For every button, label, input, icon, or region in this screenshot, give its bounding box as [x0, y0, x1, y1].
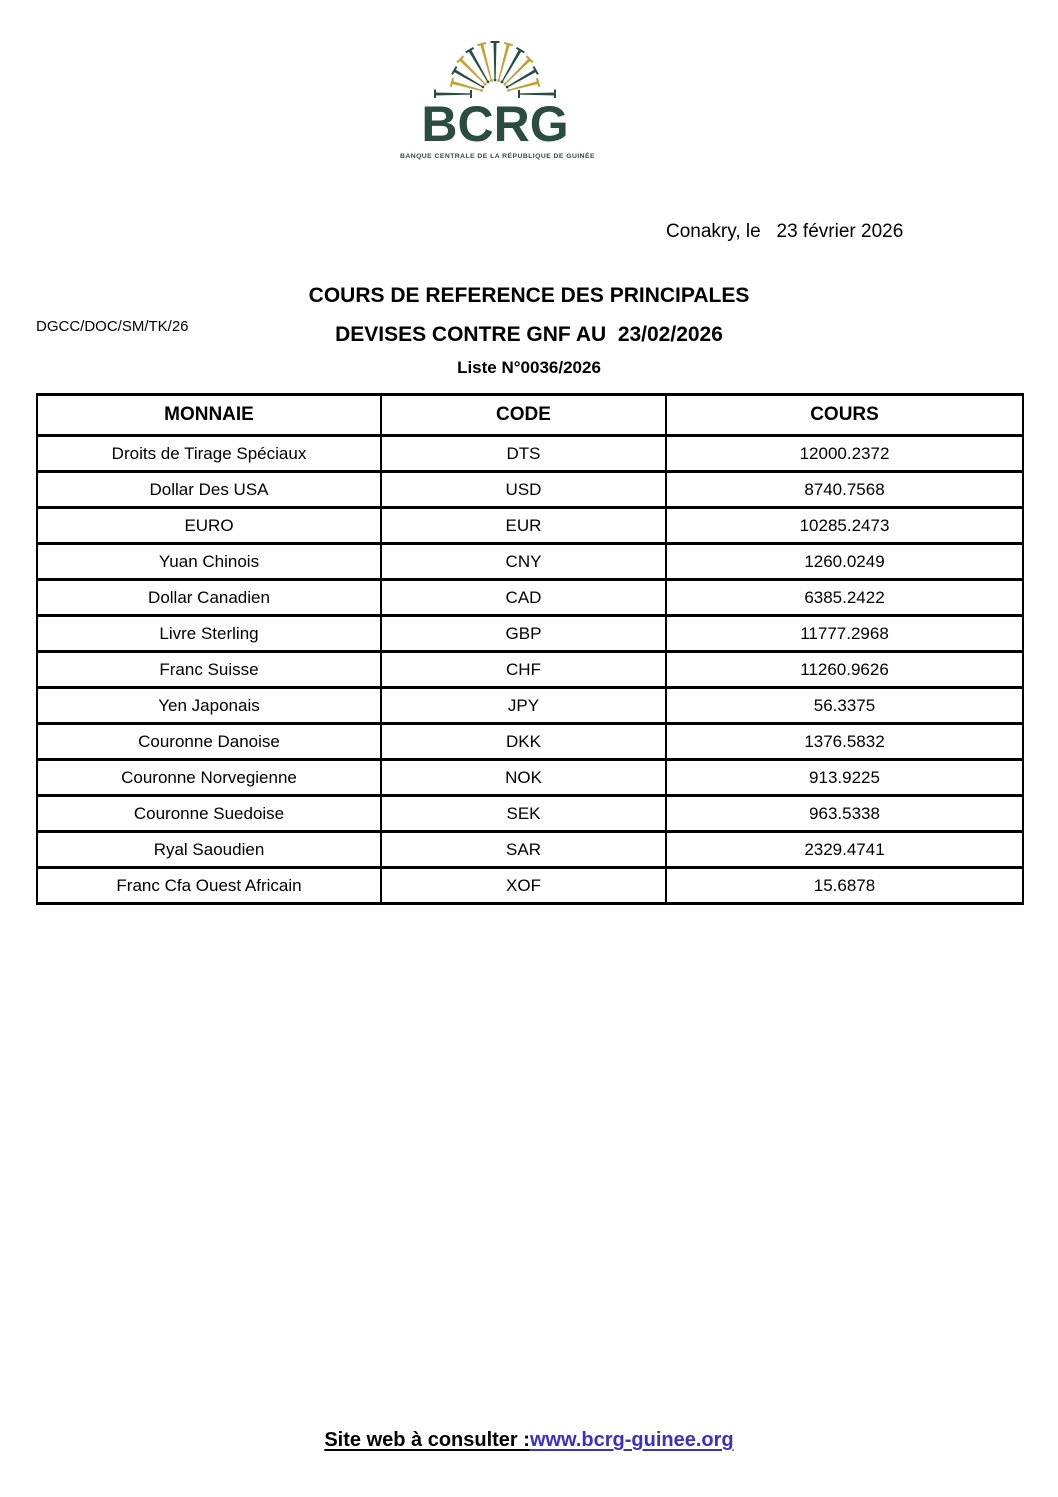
- table-row: [37, 616, 1023, 652]
- logo-tagline: BANQUE CENTRALE DE LA RÉPUBLIQUE DE GUINÉE: [400, 153, 596, 160]
- cell-cours: 1260.0249: [666, 544, 1023, 580]
- bcrg-logo: [400, 26, 596, 160]
- cell-monnaie: Ryal Saoudien: [37, 832, 381, 868]
- rates-table: [36, 393, 1024, 905]
- cell-code: USD: [381, 472, 666, 508]
- cell-monnaie: EURO: [37, 508, 381, 544]
- cell-monnaie: Franc Suisse: [37, 652, 381, 688]
- rates-tbody: [37, 436, 1023, 904]
- title-line-2: DEVISES CONTRE GNF AU 23/02/2026: [335, 323, 723, 346]
- cell-monnaie: Yuan Chinois: [37, 544, 381, 580]
- cell-monnaie: Couronne Norvegienne: [37, 760, 381, 796]
- cell-monnaie: Couronne Suedoise: [37, 796, 381, 832]
- cell-code: CNY: [381, 544, 666, 580]
- cell-code: NOK: [381, 760, 666, 796]
- cell-code: XOF: [381, 868, 666, 904]
- list-number: Liste N°0036/2026: [457, 358, 601, 377]
- table-row: [37, 544, 1023, 580]
- reference-code: DGCC/DOC/SM/TK/26: [36, 318, 189, 335]
- cell-cours: 10285.2473: [666, 508, 1023, 544]
- footer: [0, 1429, 1058, 1452]
- table-row: [37, 724, 1023, 760]
- cell-cours: 963.5338: [666, 796, 1023, 832]
- cell-cours: 11260.9626: [666, 652, 1023, 688]
- cell-code: GBP: [381, 616, 666, 652]
- cell-monnaie: Livre Sterling: [37, 616, 381, 652]
- header-monnaie: MONNAIE: [37, 395, 381, 436]
- cell-cours: 913.9225: [666, 760, 1023, 796]
- header-cours: COURS: [666, 395, 1023, 436]
- cell-cours: 8740.7568: [666, 472, 1023, 508]
- table-row: [37, 760, 1023, 796]
- place-date-line: Conakry, le 23 février 2026: [666, 221, 904, 242]
- cell-code: DKK: [381, 724, 666, 760]
- table-row: [37, 508, 1023, 544]
- table-row: [37, 688, 1023, 724]
- title-line-1: COURS DE REFERENCE DES PRINCIPALES: [308, 284, 750, 307]
- cell-cours: 15.6878: [666, 868, 1023, 904]
- cell-code: CHF: [381, 652, 666, 688]
- logo-acronym: BCRG: [421, 96, 569, 152]
- table-row: [37, 436, 1023, 472]
- cell-code: SAR: [381, 832, 666, 868]
- cell-code: JPY: [381, 688, 666, 724]
- website-label: Site web à consulter :: [324, 1429, 530, 1451]
- website-link[interactable]: www.bcrg-guinee.org: [529, 1429, 734, 1451]
- cell-cours: 11777.2968: [666, 616, 1023, 652]
- cell-cours: 2329.4741: [666, 832, 1023, 868]
- cell-code: EUR: [381, 508, 666, 544]
- table-row: [37, 580, 1023, 616]
- cell-monnaie: Droits de Tirage Spéciaux: [37, 436, 381, 472]
- cell-cours: 12000.2372: [666, 436, 1023, 472]
- header-code: CODE: [381, 395, 666, 436]
- cell-monnaie: Yen Japonais: [37, 688, 381, 724]
- cell-cours: 6385.2422: [666, 580, 1023, 616]
- cell-cours: 56.3375: [666, 688, 1023, 724]
- table-row: [37, 652, 1023, 688]
- table-row: [37, 796, 1023, 832]
- cell-monnaie: Dollar Des USA: [37, 472, 381, 508]
- cell-monnaie: Couronne Danoise: [37, 724, 381, 760]
- table-row: [37, 472, 1023, 508]
- table-row: [37, 832, 1023, 868]
- table-row: [37, 868, 1023, 904]
- cell-code: SEK: [381, 796, 666, 832]
- cell-monnaie: Franc Cfa Ouest Africain: [37, 868, 381, 904]
- cell-monnaie: Dollar Canadien: [37, 580, 381, 616]
- cell-code: CAD: [381, 580, 666, 616]
- sunburst-rays-icon: [433, 26, 557, 98]
- cell-code: DTS: [381, 436, 666, 472]
- table-header-row: [37, 395, 1023, 436]
- cell-cours: 1376.5832: [666, 724, 1023, 760]
